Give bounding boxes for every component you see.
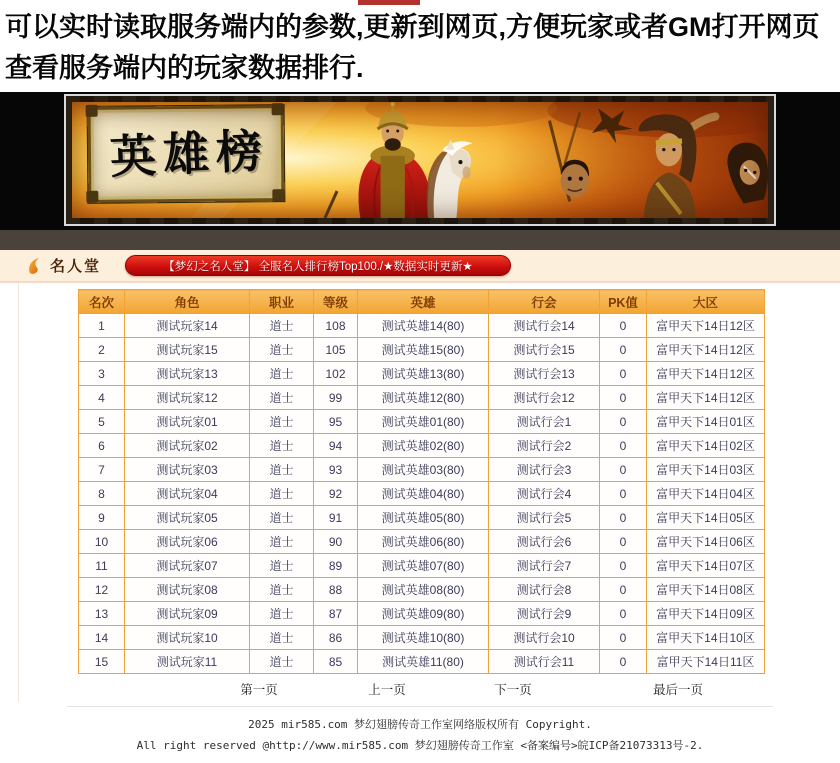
table-row <box>79 554 765 578</box>
table-cell: 测试英雄11(80) <box>358 650 489 674</box>
table-cell: 90 <box>314 530 358 554</box>
table-cell: 2 <box>79 338 125 362</box>
table-cell: 99 <box>314 386 358 410</box>
table-cell: 102 <box>314 362 358 386</box>
table-cell: 富甲天下14日12区 <box>647 314 765 338</box>
table-cell: 测试行会14 <box>489 314 600 338</box>
table-cell: 6 <box>79 434 125 458</box>
table-cell: 9 <box>79 506 125 530</box>
table-cell: 5 <box>79 410 125 434</box>
table-header-cell: 名次 <box>79 290 125 314</box>
table-cell: 测试玩家15 <box>125 338 250 362</box>
table-cell: 测试玩家04 <box>125 482 250 506</box>
table-cell: 测试行会7 <box>489 554 600 578</box>
table-header-cell: 角色 <box>125 290 250 314</box>
table-cell: 105 <box>314 338 358 362</box>
banner-artwork <box>72 102 768 218</box>
table-cell: 富甲天下14日04区 <box>647 482 765 506</box>
banner-title: 英雄榜 <box>108 123 271 185</box>
table-cell: 测试行会1 <box>489 410 600 434</box>
table-cell: 富甲天下14日12区 <box>647 386 765 410</box>
table-cell: 道士 <box>250 314 314 338</box>
top-red-fragment <box>358 0 420 5</box>
table-cell: 0 <box>600 554 647 578</box>
table-cell: 92 <box>314 482 358 506</box>
table-row <box>79 578 765 602</box>
table-cell: 富甲天下14日02区 <box>647 434 765 458</box>
hall-of-fame-banner: 【梦幻之名人堂】 全服名人排行榜Top100./★数据实时更新★ <box>125 255 511 276</box>
table-cell: 14 <box>79 626 125 650</box>
table-cell: 测试英雄13(80) <box>358 362 489 386</box>
table-header-row <box>79 290 765 314</box>
table-cell: 测试英雄12(80) <box>358 386 489 410</box>
table-cell: 85 <box>314 650 358 674</box>
table-cell: 10 <box>79 530 125 554</box>
table-cell: 富甲天下14日12区 <box>647 362 765 386</box>
table-header-cell: 英雄 <box>358 290 489 314</box>
table-cell: 7 <box>79 458 125 482</box>
pagination-last[interactable]: 最后一页 <box>652 683 704 697</box>
banner-bottom-band <box>0 230 840 250</box>
table-cell: 测试玩家06 <box>125 530 250 554</box>
table-cell: 测试英雄07(80) <box>358 554 489 578</box>
table-row <box>79 626 765 650</box>
table-row <box>79 506 765 530</box>
table-cell: 富甲天下14日01区 <box>647 410 765 434</box>
table-cell: 93 <box>314 458 358 482</box>
table-row <box>79 482 765 506</box>
table-cell: 道士 <box>250 578 314 602</box>
table-cell: 0 <box>600 482 647 506</box>
intro-text: 可以实时读取服务端内的参数,更新到网页,方便玩家或者GM打开网页查看服务端内的玩家数据排行. <box>5 12 820 83</box>
table-cell: 11 <box>79 554 125 578</box>
table-row <box>79 650 765 674</box>
footer <box>0 714 840 756</box>
table-cell: 道士 <box>250 386 314 410</box>
pagination <box>0 674 840 700</box>
table-cell: 8 <box>79 482 125 506</box>
table-cell: 0 <box>600 578 647 602</box>
table-cell: 0 <box>600 650 647 674</box>
footer-divider <box>67 706 773 707</box>
banner-frame <box>64 94 776 226</box>
table-row <box>79 530 765 554</box>
table-cell: 道士 <box>250 530 314 554</box>
table-cell: 测试玩家08 <box>125 578 250 602</box>
ranking-table-wrap <box>78 289 840 674</box>
pagination-next[interactable]: 下一页 <box>494 683 532 697</box>
table-cell: 测试行会4 <box>489 482 600 506</box>
table-cell: 测试玩家14 <box>125 314 250 338</box>
table-cell: 测试玩家03 <box>125 458 250 482</box>
table-cell: 测试行会5 <box>489 506 600 530</box>
table-cell: 测试英雄05(80) <box>358 506 489 530</box>
table-cell: 道士 <box>250 482 314 506</box>
table-cell: 测试玩家09 <box>125 602 250 626</box>
table-cell: 测试玩家12 <box>125 386 250 410</box>
table-cell: 测试玩家01 <box>125 410 250 434</box>
footer-copyright: 2025 mir585.com 梦幻翅膀传奇工作室网络版权所有 Copyright. <box>248 718 592 731</box>
table-cell: 道士 <box>250 506 314 530</box>
table-cell: 测试英雄08(80) <box>358 578 489 602</box>
table-cell: 测试行会3 <box>489 458 600 482</box>
table-cell: 测试英雄01(80) <box>358 410 489 434</box>
table-cell: 测试玩家02 <box>125 434 250 458</box>
table-cell: 0 <box>600 386 647 410</box>
table-cell: 0 <box>600 602 647 626</box>
footer-icp: All right reserved @http://www.mir585.com 梦幻翅膀传奇工作室 <备案编号>皖ICP备21073313号-2. <box>136 739 704 752</box>
table-cell: 道士 <box>250 626 314 650</box>
table-cell: 108 <box>314 314 358 338</box>
table-cell: 测试英雄10(80) <box>358 626 489 650</box>
table-cell: 道士 <box>250 458 314 482</box>
table-cell: 15 <box>79 650 125 674</box>
table-cell: 富甲天下14日11区 <box>647 650 765 674</box>
table-cell: 测试英雄03(80) <box>358 458 489 482</box>
table-cell: 测试行会15 <box>489 338 600 362</box>
table-cell: 测试英雄15(80) <box>358 338 489 362</box>
table-row <box>79 338 765 362</box>
table-cell: 4 <box>79 386 125 410</box>
table-cell: 测试行会10 <box>489 626 600 650</box>
table-cell: 0 <box>600 458 647 482</box>
table-cell: 道士 <box>250 602 314 626</box>
table-cell: 测试玩家05 <box>125 506 250 530</box>
table-cell: 道士 <box>250 410 314 434</box>
table-cell: 测试玩家11 <box>125 650 250 674</box>
table-cell: 测试行会11 <box>489 650 600 674</box>
flame-icon <box>26 257 43 275</box>
table-cell: 测试行会13 <box>489 362 600 386</box>
table-cell: 富甲天下14日06区 <box>647 530 765 554</box>
table-cell: 12 <box>79 578 125 602</box>
table-cell: 测试玩家10 <box>125 626 250 650</box>
table-row <box>79 602 765 626</box>
table-cell: 0 <box>600 626 647 650</box>
table-cell: 富甲天下14日10区 <box>647 626 765 650</box>
table-cell: 89 <box>314 554 358 578</box>
table-header-cell: 大区 <box>647 290 765 314</box>
table-cell: 0 <box>600 506 647 530</box>
left-hairline <box>18 282 19 702</box>
table-cell: 测试行会12 <box>489 386 600 410</box>
table-cell: 测试玩家07 <box>125 554 250 578</box>
table-cell: 道士 <box>250 650 314 674</box>
table-cell: 0 <box>600 530 647 554</box>
table-cell: 富甲天下14日08区 <box>647 578 765 602</box>
table-header-cell: 行会 <box>489 290 600 314</box>
table-cell: 道士 <box>250 434 314 458</box>
ranking-table <box>78 289 765 674</box>
table-cell: 富甲天下14日09区 <box>647 602 765 626</box>
hero-banner <box>0 92 840 230</box>
table-cell: 13 <box>79 602 125 626</box>
table-cell: 0 <box>600 410 647 434</box>
table-cell: 86 <box>314 626 358 650</box>
pagination-first[interactable]: 第一页 <box>240 683 278 697</box>
table-cell: 道士 <box>250 362 314 386</box>
table-row <box>79 434 765 458</box>
table-cell: 富甲天下14日07区 <box>647 554 765 578</box>
table-header-cell: 职业 <box>250 290 314 314</box>
hall-of-fame-strip <box>0 250 840 283</box>
table-row <box>79 314 765 338</box>
table-cell: 0 <box>600 338 647 362</box>
table-cell: 测试英雄09(80) <box>358 602 489 626</box>
table-cell: 富甲天下14日12区 <box>647 338 765 362</box>
table-cell: 0 <box>600 434 647 458</box>
table-cell: 测试英雄06(80) <box>358 530 489 554</box>
banner-title-scroll <box>88 105 285 203</box>
table-cell: 富甲天下14日03区 <box>647 458 765 482</box>
table-cell: 94 <box>314 434 358 458</box>
hall-of-fame-label: 名人堂 <box>50 258 102 275</box>
table-cell: 测试英雄04(80) <box>358 482 489 506</box>
table-cell: 0 <box>600 362 647 386</box>
pagination-prev[interactable]: 上一页 <box>368 683 406 697</box>
table-cell: 测试行会9 <box>489 602 600 626</box>
table-cell: 1 <box>79 314 125 338</box>
table-row <box>79 410 765 434</box>
table-row <box>79 362 765 386</box>
table-header-cell: 等级 <box>314 290 358 314</box>
table-cell: 测试行会2 <box>489 434 600 458</box>
table-cell: 测试玩家13 <box>125 362 250 386</box>
table-cell: 87 <box>314 602 358 626</box>
table-cell: 道士 <box>250 554 314 578</box>
table-row <box>79 386 765 410</box>
table-cell: 91 <box>314 506 358 530</box>
table-cell: 测试行会6 <box>489 530 600 554</box>
table-cell: 95 <box>314 410 358 434</box>
table-cell: 测试行会8 <box>489 578 600 602</box>
table-cell: 测试英雄14(80) <box>358 314 489 338</box>
table-header-cell: PK值 <box>600 290 647 314</box>
table-cell: 0 <box>600 314 647 338</box>
table-cell: 测试英雄02(80) <box>358 434 489 458</box>
table-cell: 88 <box>314 578 358 602</box>
table-row <box>79 458 765 482</box>
table-cell: 3 <box>79 362 125 386</box>
table-cell: 道士 <box>250 338 314 362</box>
table-cell: 富甲天下14日05区 <box>647 506 765 530</box>
